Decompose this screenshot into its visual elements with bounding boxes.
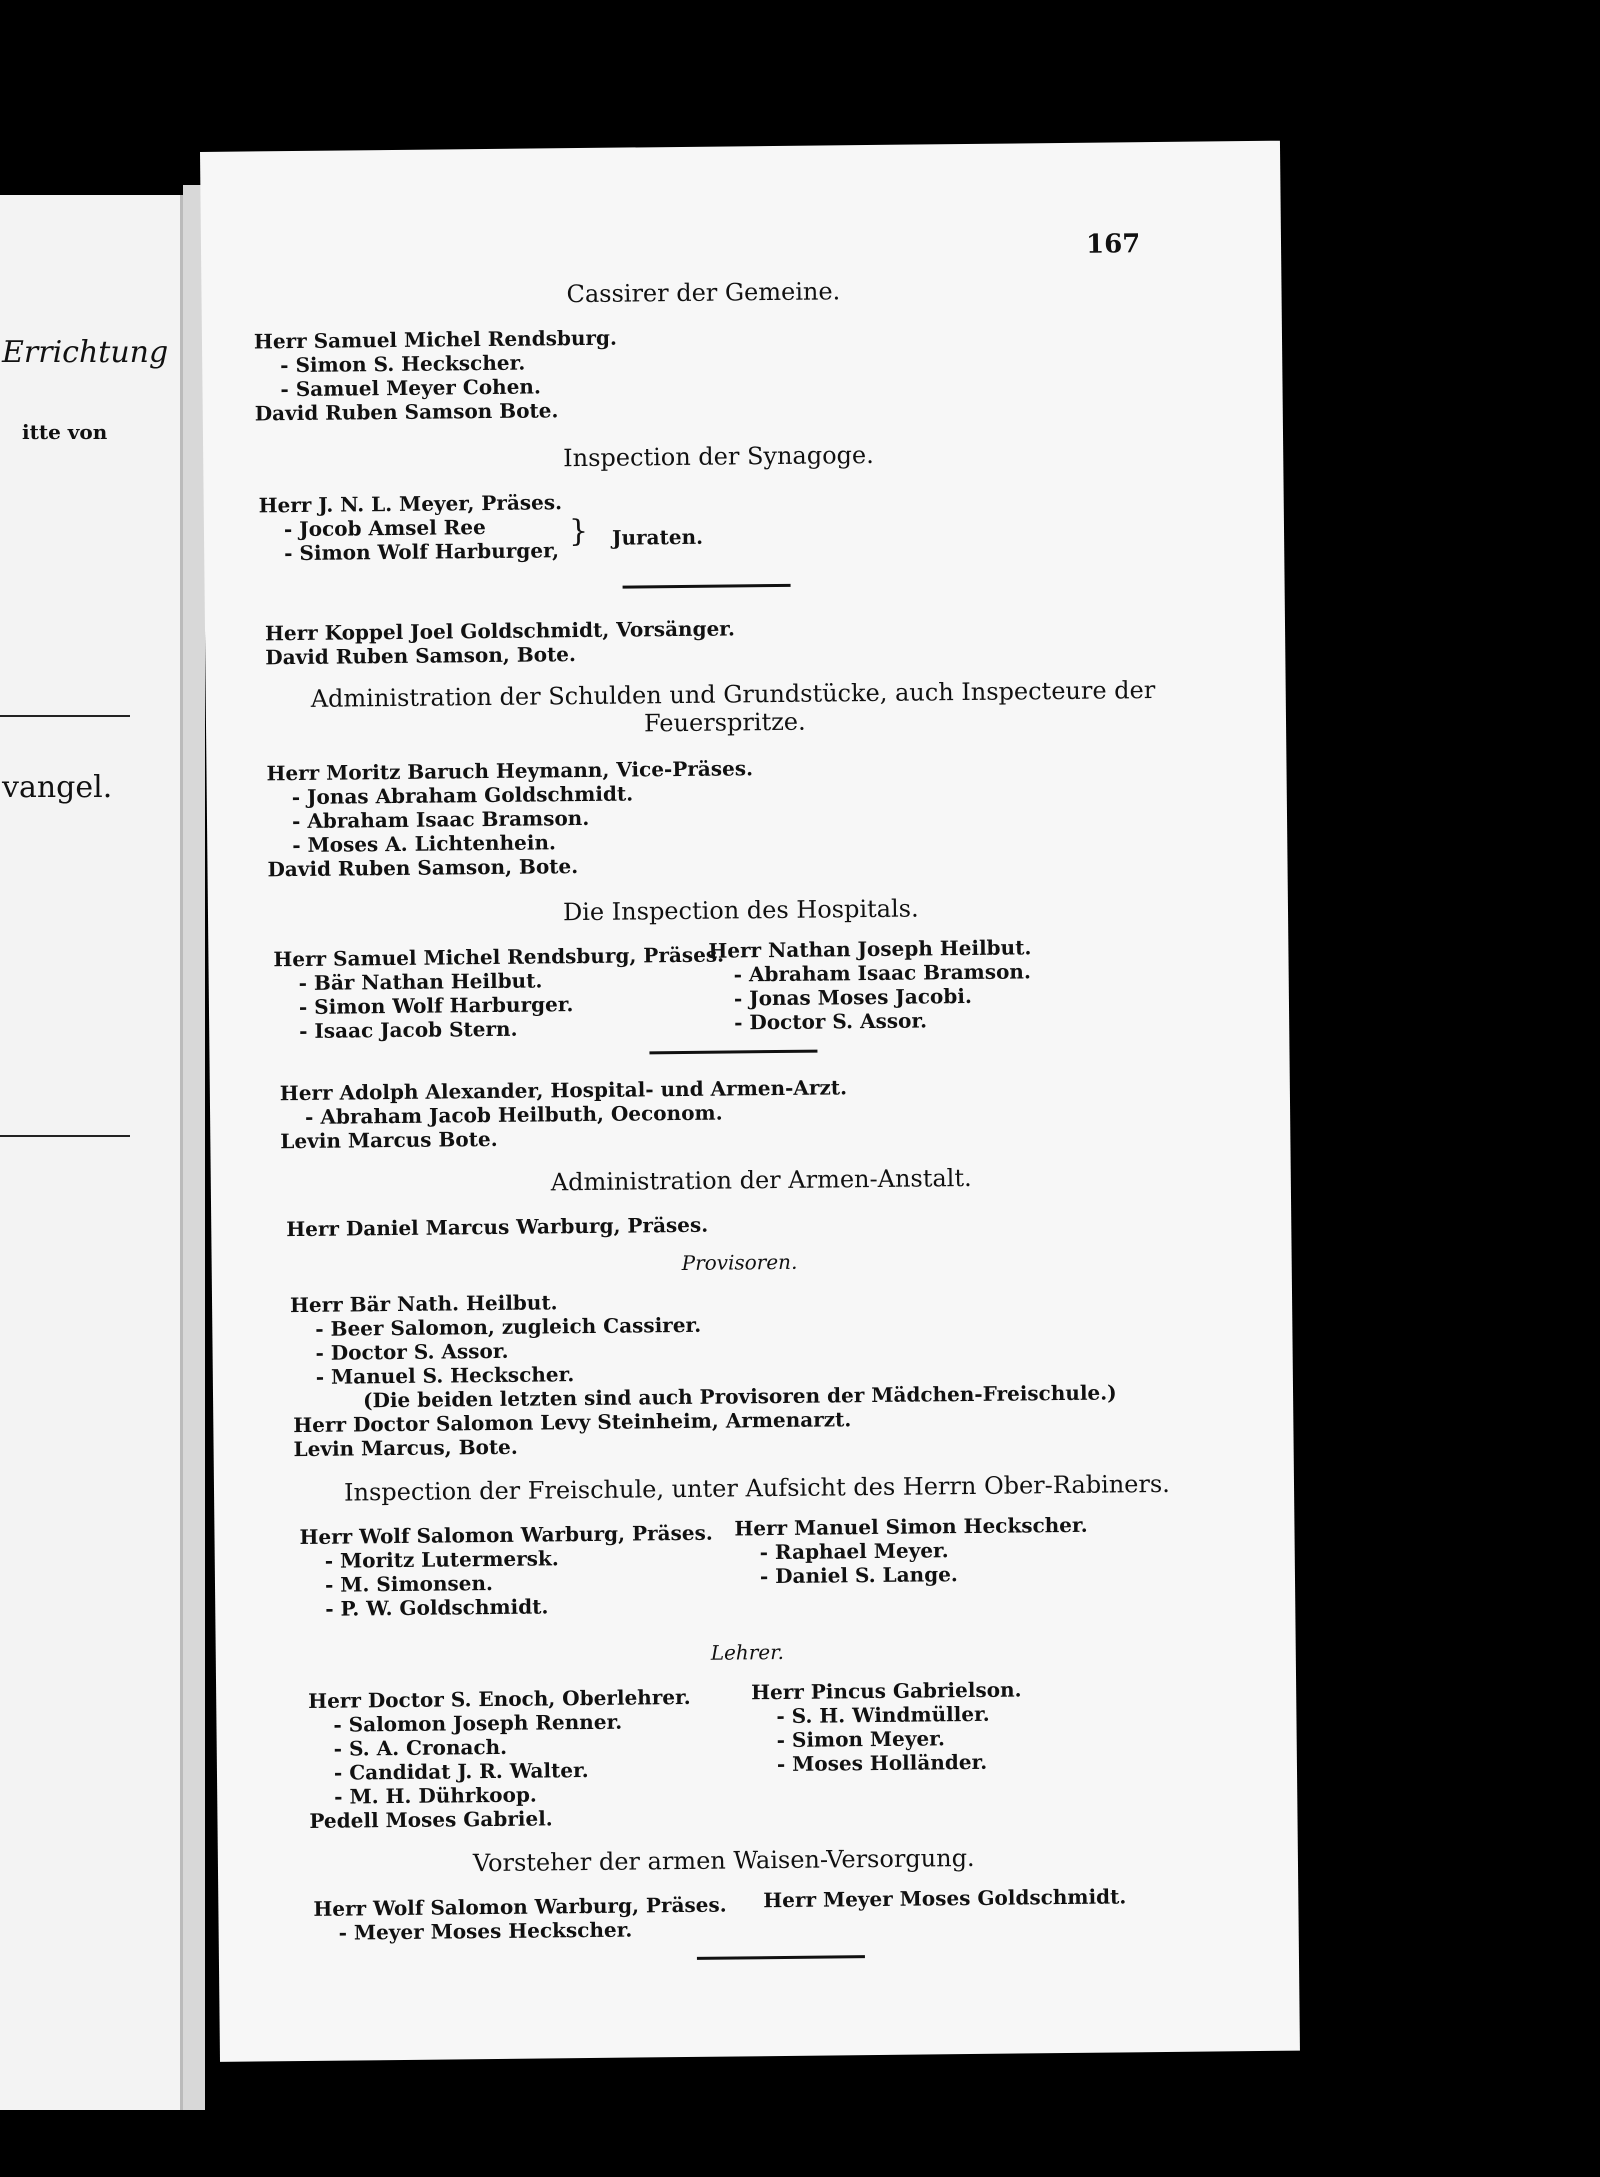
- hospital-right-line: Herr Nathan Joseph Heilbut.: [708, 935, 1032, 963]
- vorsaenger-line: Herr Koppel Joel Goldschmidt, Vorsänger.: [264, 616, 736, 646]
- lehrer-left-line: Pedell Moses Gabriel.: [309, 1806, 553, 1833]
- cassirer-line: - Samuel Meyer Cohen.: [280, 374, 541, 402]
- section-divider: [697, 1955, 865, 1960]
- heading-armen: Administration der Armen-Anstalt.: [550, 1163, 972, 1197]
- synagoge-line: Herr J. N. L. Meyer, Präses.: [258, 490, 563, 518]
- waisen-left-line: - Meyer Moses Heckscher.: [338, 1917, 633, 1945]
- heading-hospital: Die Inspection des Hospitals.: [562, 894, 919, 927]
- main-page: [200, 141, 1300, 2062]
- armen-line: Herr Doctor Salomon Levy Steinheim, Armenarzt.: [293, 1407, 852, 1438]
- cassirer-line: - Simon S. Heckscher.: [280, 350, 526, 378]
- lehrer-left-line: Herr Doctor S. Enoch, Oberlehrer.: [308, 1684, 691, 1713]
- schulden-line: David Ruben Samson, Bote.: [267, 854, 579, 882]
- schulden-line: - Abraham Isaac Bramson.: [291, 805, 590, 834]
- vorsaenger-line: David Ruben Samson, Bote.: [265, 642, 577, 670]
- section-divider: [623, 584, 791, 589]
- lehrer-left-line: - Candidat J. R. Walter.: [333, 1758, 589, 1785]
- synagoge-line: - Jocob Amsel Ree: [283, 515, 486, 542]
- section-divider: [649, 1050, 817, 1055]
- freischule-right-line: - Raphael Meyer.: [759, 1538, 949, 1565]
- hospital-left-line: - Bär Nathan Heilbut.: [298, 968, 543, 996]
- schulden-line: - Moses A. Lichtenhein.: [292, 830, 557, 858]
- hospital-right-line: - Abraham Isaac Bramson.: [733, 959, 1031, 987]
- schulden-line: Herr Moritz Baruch Heymann, Vice-Präses.: [266, 756, 754, 786]
- heading-waisen: Vorsteher der armen Waisen-Versorgung.: [472, 1843, 975, 1878]
- heading-freischule: Inspection der Freischule, unter Aufsicht des Herrn Ober-Rabiners.: [343, 1469, 1170, 1507]
- juraten-label: Juraten.: [611, 524, 704, 550]
- lehrer-right-line: - Simon Meyer.: [776, 1726, 945, 1753]
- heading-synagoge: Inspection der Synagoge.: [563, 440, 874, 473]
- hospital-right-line: - Jonas Moses Jacobi.: [733, 983, 972, 1011]
- freischule-left-line: - P. W. Goldschmidt.: [325, 1594, 549, 1621]
- armen-line: (Die beiden letzten sind auch Provisoren der Mädchen-Freischule.): [362, 1380, 1117, 1413]
- left-page-fragment: [0, 195, 183, 2110]
- armen-line: Levin Marcus, Bote.: [293, 1434, 518, 1462]
- lehrer-left-line: - Salomon Joseph Renner.: [333, 1709, 623, 1737]
- hospital-left-line: - Isaac Jacob Stern.: [299, 1016, 518, 1044]
- left-divider: [0, 715, 130, 717]
- cassirer-line: Herr Samuel Michel Rendsburg.: [253, 325, 618, 354]
- hospital-right-line: - Doctor S. Assor.: [734, 1008, 928, 1035]
- lehrer-left-line: - S. A. Cronach.: [333, 1734, 508, 1761]
- freischule-right-line: - Daniel S. Lange.: [759, 1562, 958, 1589]
- arzt-line: Levin Marcus Bote.: [280, 1126, 498, 1154]
- waisen-right-line: Herr Meyer Moses Goldschmidt.: [763, 1884, 1127, 1913]
- book-spine: [183, 185, 205, 2110]
- arzt-line: Herr Adolph Alexander, Hospital- und Armen-Arzt.: [279, 1075, 848, 1106]
- synagoge-line: - Simon Wolf Harburger,: [284, 538, 560, 566]
- left-fragment-vangel: vangel.: [2, 770, 113, 805]
- waisen-left-line: Herr Wolf Salomon Warburg, Präses.: [313, 1892, 727, 1921]
- freischule-right-line: Herr Manuel Simon Heckscher.: [734, 1512, 1088, 1541]
- subheading-lehrer: Lehrer.: [710, 1639, 784, 1665]
- freischule-left-line: - M. Simonsen.: [324, 1571, 494, 1597]
- freischule-left-line: - Moritz Lutermersk.: [324, 1546, 559, 1573]
- hospital-left-line: - Simon Wolf Harburger.: [298, 992, 574, 1020]
- subheading-provisoren: Provisoren.: [681, 1249, 798, 1276]
- lehrer-right-line: Herr Pincus Gabrielson.: [751, 1677, 1022, 1705]
- lehrer-right-line: - S. H. Windmüller.: [776, 1701, 990, 1729]
- armen-line: Herr Bär Nath. Heilbut.: [289, 1290, 558, 1318]
- armen-line: - Beer Salomon, zugleich Cassirer.: [315, 1312, 702, 1341]
- hospital-left-line: Herr Samuel Michel Rendsburg, Präses.: [273, 942, 725, 972]
- left-fragment-errichtung: Errichtung: [2, 335, 169, 370]
- cassirer-line: David Ruben Samson Bote.: [254, 398, 559, 426]
- armen-line: - Doctor S. Assor.: [315, 1338, 509, 1365]
- heading-schulden-2: Feuerspritze.: [643, 707, 806, 738]
- heading-schulden: Administration der Schulden und Grundstücke, auch Inspecteure der: [310, 676, 1156, 713]
- armen-line: - Manuel S. Heckscher.: [315, 1362, 575, 1389]
- lehrer-left-line: - M. H. Dührkoop.: [334, 1782, 537, 1809]
- lehrer-right-line: - Moses Holländer.: [776, 1749, 988, 1777]
- heading-cassirer: Cassirer der Gemeine.: [566, 277, 841, 309]
- arzt-line: - Abraham Jacob Heilbuth, Oeconom.: [304, 1100, 723, 1129]
- armen-praeses: Herr Daniel Marcus Warburg, Präses.: [286, 1212, 709, 1242]
- brace-symbol: }: [568, 513, 589, 550]
- page-number: 167: [1085, 229, 1141, 260]
- freischule-left-line: Herr Wolf Salomon Warburg, Präses.: [299, 1520, 713, 1550]
- left-fragment-itte-von: itte von: [22, 420, 108, 444]
- schulden-line: - Jonas Abraham Goldschmidt.: [291, 781, 634, 810]
- left-divider: [0, 1135, 130, 1137]
